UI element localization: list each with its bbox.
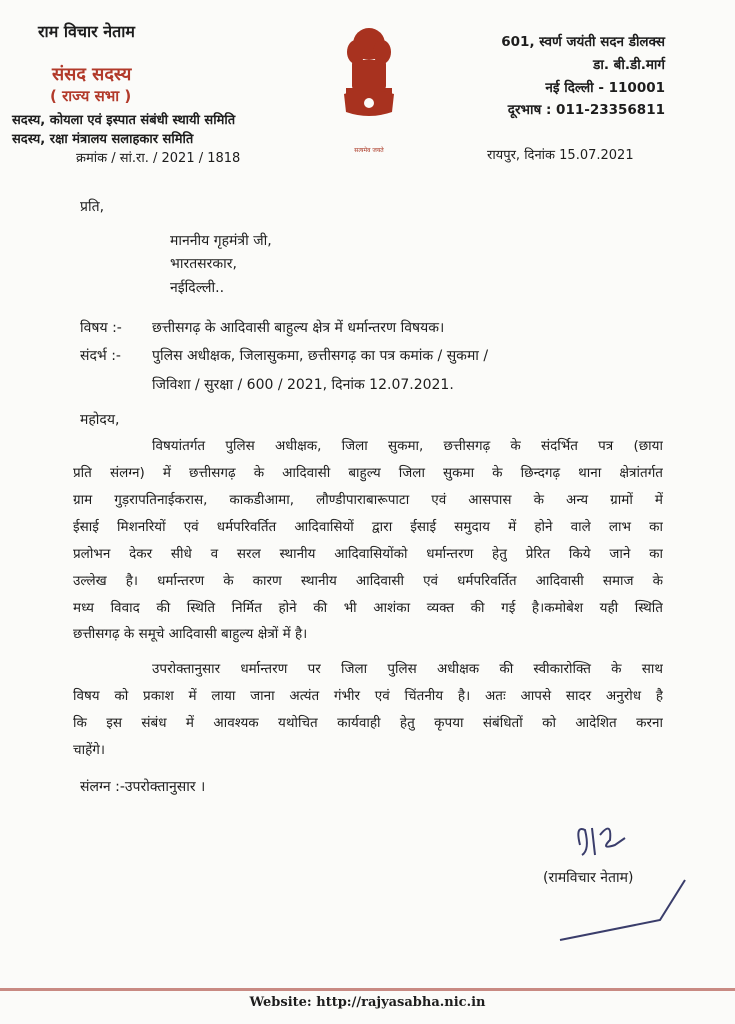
committee-1: सदस्य, कोयला एवं इस्पात संबंधी स्थायी समिति bbox=[12, 113, 236, 128]
paragraph-line: उपरोक्तानुसार धर्मान्तरण पर जिला पुलिस अधीक्षक की स्वीकारोक्ति के साथ bbox=[152, 661, 663, 677]
paragraph-line: मध्य विवाद की स्थिति निर्मित होने की भी आशंका व्यक्त की गई है।कमोबेश यही स्थिति bbox=[73, 600, 663, 616]
recipient-line-3: नईदिल्ली.. bbox=[170, 280, 225, 296]
recipient-line-1: माननीय गृहमंत्री जी, bbox=[170, 233, 272, 249]
sender-house: ( राज्य सभा ) bbox=[50, 87, 132, 105]
paragraph-line: विषय को प्रकाश में लाया जाना अत्यंत गंभीर एवं चिंतनीय है। अतः आपसे सादर अनुरोध है bbox=[73, 688, 663, 704]
recipient-line-2: भारतसरकार, bbox=[170, 256, 237, 272]
salutation: महोदय, bbox=[80, 412, 120, 428]
attachment-note: संलग्न :-उपरोक्तानुसार । bbox=[80, 779, 206, 795]
sender-title: संसद सदस्य bbox=[52, 64, 132, 85]
paragraph-line: विषयांतर्गत पुलिस अधीक्षक, जिला सुकमा, छत्तीसगढ़ के संदर्भित पत्र (छाया bbox=[152, 438, 663, 454]
emblem-motto: सत्यमेव जयते bbox=[354, 147, 384, 154]
phone: दूरभाष : 011-23356811 bbox=[507, 102, 665, 118]
address-line-3: नई दिल्ली - 110001 bbox=[545, 80, 665, 96]
footer-divider bbox=[0, 988, 735, 991]
sender-name: राम विचार नेताम bbox=[38, 22, 135, 41]
reference-number: क्रमांक / सां.रा. / 2021 / 1818 bbox=[76, 151, 241, 166]
paragraph-line: ग्राम गुड़रापतिनाईकरास, काकडीआमा, लौण्डीपाराबारूपाटा एवं आसपास के अन्य ग्रामों में bbox=[73, 492, 663, 508]
subject-text: छत्तीसगढ़ के आदिवासी बाहुल्य क्षेत्र में धर्मान्तरण विषयक। bbox=[152, 320, 445, 336]
footer-website[interactable]: Website: http://rajyasabha.nic.in bbox=[249, 995, 486, 1010]
place-date: रायपुर, दिनांक 15.07.2021 bbox=[487, 148, 634, 163]
paragraph-line: प्रलोभन देकर सीधे व सरल स्थानीय आदिवासियोंको धर्मान्तरण हेतु प्रेरित किये जाने का bbox=[73, 546, 663, 562]
paragraph-line: उल्लेख है। धर्मान्तरण के कारण स्थानीय आदिवासी एवं धर्मपरिवर्तित आदिवासी समाज के bbox=[73, 573, 663, 589]
paragraph-line: छत्तीसगढ़ के समूचे आदिवासी बाहुल्य क्षेत्रों में है। bbox=[73, 626, 308, 642]
reference-line-1: पुलिस अधीक्षक, जिलासुकमा, छत्तीसगढ़ का पत्र कमांक / सुकमा / bbox=[152, 348, 489, 364]
address-line-2: डा. बी.डी.मार्ग bbox=[593, 57, 665, 73]
subject-label: विषय :- bbox=[80, 320, 122, 336]
address-line-1: 601, स्वर्ण जयंती सदन डीलक्स bbox=[501, 34, 665, 50]
paragraph-line: कि इस संबंध में आवश्यक यथोचित कार्यवाही हेतु कृपया संबंधितों को आदेशित करना bbox=[73, 715, 663, 731]
reference-label: संदर्भ :- bbox=[80, 348, 121, 364]
committee-2: सदस्य, रक्षा मंत्रालय सलाहकार समिति bbox=[12, 132, 194, 147]
signatory-name: (रामविचार नेताम) bbox=[543, 870, 634, 886]
reference-line-2: जिविशा / सुरक्षा / 600 / 2021, दिनांक 12.07.2021. bbox=[152, 377, 454, 393]
paragraph-line: ईसाई मिशनरियों एवं धर्मपरिवर्तित आदिवासियों द्वारा ईसाई समुदाय में होने वाले लाभ का bbox=[73, 519, 663, 535]
national-emblem-icon bbox=[338, 22, 400, 154]
paragraph-line: प्रति संलग्न) में छत्तीसगढ़ के आदिवासी बाहुल्य जिला सुकमा के छिन्दगढ़ थाना क्षेत्रांतर्गत bbox=[73, 465, 663, 481]
recipient-prefix: प्रति, bbox=[80, 199, 105, 215]
paragraph-line: चाहेंगे। bbox=[73, 742, 105, 758]
